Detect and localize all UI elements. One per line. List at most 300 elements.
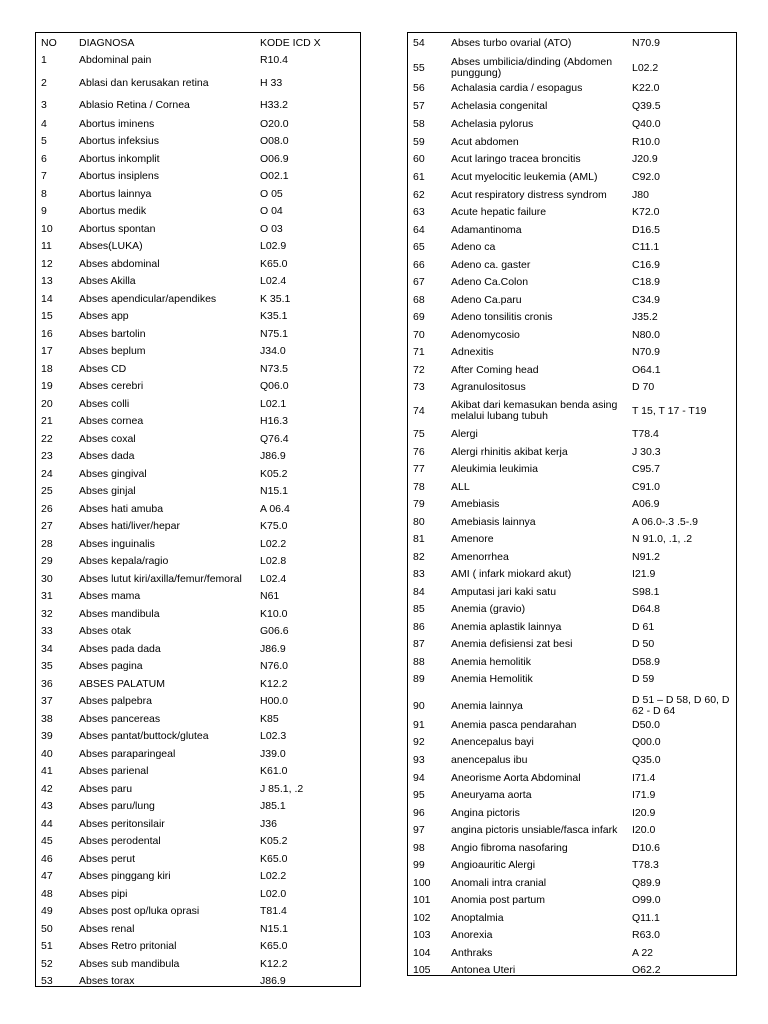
- icd-code: Q76.4: [260, 433, 289, 445]
- row-number: 41: [41, 765, 53, 777]
- row-number: 70: [413, 329, 425, 341]
- row-number: 49: [41, 905, 53, 917]
- diagnosis-name: Abses beplum: [79, 345, 146, 357]
- row-number: 35: [41, 660, 53, 672]
- diagnosis-name: Adeno Ca.Colon: [451, 276, 529, 288]
- icd-code: L02.4: [260, 573, 287, 585]
- row-number: 73: [413, 381, 425, 393]
- header-no: NO: [41, 37, 57, 49]
- row-number: 4: [41, 118, 47, 130]
- row-number: 22: [41, 433, 53, 445]
- row-number: 93: [413, 754, 425, 766]
- row-number: 76: [413, 446, 425, 458]
- icd-code: Q35.0: [632, 754, 661, 766]
- diagnosis-name: Amputasi jari kaki satu: [451, 586, 557, 598]
- diagnosis-name: Ablasio Retina / Cornea: [79, 99, 190, 111]
- row-number: 3: [41, 99, 47, 111]
- row-number: 104: [413, 947, 431, 959]
- icd-code: C34.9: [632, 294, 661, 306]
- icd-code: N80.0: [632, 329, 661, 341]
- row-number: 8: [41, 188, 47, 200]
- row-number: 89: [413, 673, 425, 685]
- diagnosis-name: Abses paru: [79, 783, 133, 795]
- icd-code: N75.1: [260, 328, 289, 340]
- diagnosis-name: Abses kepala/ragio: [79, 555, 169, 567]
- diagnosis-name: Abses abdominal: [79, 258, 160, 270]
- icd-code: J35.2: [632, 311, 658, 323]
- icd-code: D 50: [632, 638, 655, 650]
- row-number: 40: [41, 748, 53, 760]
- row-number: 44: [41, 818, 53, 830]
- row-number: 23: [41, 450, 53, 462]
- diagnosis-name: Abses umbilicia/dinding (Abdomen punggung): [451, 56, 613, 79]
- row-number: 55: [413, 61, 425, 74]
- icd-code: Q40.0: [632, 118, 661, 130]
- icd-code: N91.2: [632, 551, 661, 563]
- diagnosis-name: Abortus iminens: [79, 118, 155, 130]
- row-number: 27: [41, 520, 53, 532]
- diagnosis-name: Amebiasis lainnya: [451, 516, 536, 528]
- icd-code: L02.9: [260, 240, 287, 252]
- row-number: 100: [413, 877, 431, 889]
- icd-code: L02.2: [260, 870, 287, 882]
- diagnosis-name: Abses torax: [79, 975, 135, 987]
- row-number: 42: [41, 783, 53, 795]
- diagnosis-name: Anemia (gravio): [451, 603, 526, 615]
- row-number: 33: [41, 625, 53, 637]
- left-icd-table: [35, 32, 361, 987]
- diagnosis-name: Abses parienal: [79, 765, 149, 777]
- row-number: 57: [413, 100, 425, 112]
- icd-code: T 15, T 17 - T19: [632, 404, 707, 417]
- icd-code: I20.0: [632, 824, 656, 836]
- row-number: 95: [413, 789, 425, 801]
- icd-code: A06.9: [632, 498, 660, 510]
- icd-code: C11.1: [632, 241, 660, 253]
- icd-code: L02.0: [260, 888, 287, 900]
- row-number: 87: [413, 638, 425, 650]
- diagnosis-name: Adamantinoma: [451, 224, 522, 236]
- diagnosis-name: Anemia pasca pendarahan: [451, 719, 577, 731]
- row-number: 5: [41, 135, 47, 147]
- row-number: 26: [41, 503, 53, 515]
- icd-code: K22.0: [632, 82, 660, 94]
- row-number: 56: [413, 82, 425, 94]
- row-number: 31: [41, 590, 53, 602]
- diagnosis-name: Achelasia pylorus: [451, 118, 534, 130]
- row-number: 90: [413, 699, 425, 712]
- row-number: 9: [41, 205, 47, 217]
- icd-code: C92.0: [632, 171, 661, 183]
- row-number: 10: [41, 223, 53, 235]
- diagnosis-name: Aneorisme Aorta Abdominal: [451, 772, 581, 784]
- diagnosis-name: Abses cornea: [79, 415, 144, 427]
- row-number: 37: [41, 695, 53, 707]
- diagnosis-name: Acut laringo tracea broncitis: [451, 153, 581, 165]
- row-number: 85: [413, 603, 425, 615]
- row-number: 39: [41, 730, 53, 742]
- icd-code: O06.9: [260, 153, 289, 165]
- icd-code: K61.0: [260, 765, 288, 777]
- row-number: 63: [413, 206, 425, 218]
- icd-code: O 04: [260, 205, 283, 217]
- diagnosis-name: Angioauritic Alergi: [451, 859, 536, 871]
- icd-code: C16.9: [632, 259, 661, 271]
- diagnosis-name: Anemia lainnya: [451, 699, 523, 712]
- right-icd-table: [407, 32, 737, 976]
- diagnosis-name: Aleukimia leukimia: [451, 463, 538, 475]
- icd-code: R10.0: [632, 136, 661, 148]
- diagnosis-name: Alergi: [451, 428, 478, 440]
- icd-code: Q39.5: [632, 100, 661, 112]
- diagnosis-name: Antonea Uteri: [451, 964, 516, 976]
- diagnosis-name: Abortus inkomplit: [79, 153, 160, 165]
- diagnosis-name: Anoptalmia: [451, 912, 504, 924]
- diagnosis-name: Anomia post partum: [451, 894, 545, 906]
- row-number: 38: [41, 713, 53, 725]
- row-number: 14: [41, 293, 53, 305]
- row-number: 64: [413, 224, 425, 236]
- diagnosis-name: Abses mama: [79, 590, 141, 602]
- icd-code: N15.1: [260, 485, 289, 497]
- diagnosis-name: Abses peritonsilair: [79, 818, 165, 830]
- icd-code: O64.1: [632, 364, 661, 376]
- icd-code: O 05: [260, 188, 283, 200]
- icd-code: Q89.9: [632, 877, 661, 889]
- diagnosis-name: Ablasi dan kerusakan retina: [79, 77, 209, 89]
- row-number: 17: [41, 345, 53, 357]
- diagnosis-name: Akibat dari kemasukan benda asing melalui lubang tubuh: [451, 399, 618, 422]
- icd-code: K65.0: [260, 853, 288, 865]
- row-number: 94: [413, 772, 425, 784]
- diagnosis-name: Abses pinggang kiri: [79, 870, 171, 882]
- row-number: 28: [41, 538, 53, 550]
- row-number: 97: [413, 824, 425, 836]
- row-number: 6: [41, 153, 47, 165]
- diagnosis-name: Agranulositosus: [451, 381, 526, 393]
- diagnosis-name: Abses paraparingeal: [79, 748, 176, 760]
- diagnosis-name: ALL: [451, 481, 470, 493]
- diagnosis-name: Abses Akilla: [79, 275, 136, 287]
- diagnosis-name: Abses pancereas: [79, 713, 161, 725]
- diagnosis-name: Abortus lainnya: [79, 188, 152, 200]
- header-kode: KODE ICD X: [260, 37, 321, 49]
- row-number: 67: [413, 276, 425, 288]
- row-number: 51: [41, 940, 53, 952]
- row-number: 83: [413, 568, 425, 580]
- row-number: 101: [413, 894, 431, 906]
- icd-code: D58.9: [632, 656, 661, 668]
- icd-code: I20.9: [632, 807, 656, 819]
- diagnosis-name: Achelasia congenital: [451, 100, 548, 112]
- icd-code: Q06.0: [260, 380, 289, 392]
- icd-code: Q11.1: [632, 912, 660, 924]
- diagnosis-name: Abses pagina: [79, 660, 143, 672]
- icd-code: K12.2: [260, 958, 288, 970]
- row-number: 53: [41, 975, 53, 987]
- row-number: 58: [413, 118, 425, 130]
- diagnosis-name: Alergi rhinitis akibat kerja: [451, 446, 568, 458]
- diagnosis-name: Angina pictoris: [451, 807, 520, 819]
- diagnosis-name: Abses mandibula: [79, 608, 160, 620]
- diagnosis-name: Abses app: [79, 310, 129, 322]
- row-number: 96: [413, 807, 425, 819]
- diagnosis-name: ABSES PALATUM: [79, 678, 165, 690]
- diagnosis-name: Abses cerebri: [79, 380, 144, 392]
- icd-code: D 70: [632, 381, 655, 393]
- icd-code: J80: [632, 189, 649, 201]
- row-number: 19: [41, 380, 53, 392]
- row-number: 21: [41, 415, 53, 427]
- icd-code: J 85.1, .2: [260, 783, 304, 795]
- row-number: 82: [413, 551, 425, 563]
- icd-code: Q00.0: [632, 736, 661, 748]
- icd-code: I71.9: [632, 789, 656, 801]
- row-number: 32: [41, 608, 53, 620]
- row-number: 46: [41, 853, 53, 865]
- row-number: 54: [413, 37, 425, 49]
- diagnosis-name: Abortus spontan: [79, 223, 156, 235]
- icd-code: O20.0: [260, 118, 289, 130]
- row-number: 99: [413, 859, 425, 871]
- row-number: 98: [413, 842, 425, 854]
- icd-code: K85: [260, 713, 279, 725]
- icd-code: H16.3: [260, 415, 289, 427]
- row-number: 12: [41, 258, 53, 270]
- diagnosis-name: AMI ( infark miokard akut): [451, 568, 572, 580]
- diagnosis-name: Anemia defisiensi zat besi: [451, 638, 573, 650]
- icd-code: S98.1: [632, 586, 660, 598]
- diagnosis-name: Abses apendicular/apendikes: [79, 293, 217, 305]
- diagnosis-name: Acut respiratory distress syndrom: [451, 189, 607, 201]
- diagnosis-name: Acut myelocitic leukemia (AML): [451, 171, 598, 183]
- row-number: 52: [41, 958, 53, 970]
- diagnosis-name: Abses hati amuba: [79, 503, 164, 515]
- diagnosis-name: Anemia Hemolitik: [451, 673, 533, 685]
- icd-code: L02.1: [260, 398, 287, 410]
- row-number: 20: [41, 398, 53, 410]
- diagnosis-name: Abses CD: [79, 363, 127, 375]
- icd-code: H33.2: [260, 99, 289, 111]
- diagnosis-name: Abses otak: [79, 625, 131, 637]
- diagnosis-name: Abses palpebra: [79, 695, 152, 707]
- icd-code: H00.0: [260, 695, 289, 707]
- row-number: 80: [413, 516, 425, 528]
- row-number: 84: [413, 586, 425, 598]
- icd-code: K05.2: [260, 835, 288, 847]
- icd-code: K75.0: [260, 520, 288, 532]
- row-number: 79: [413, 498, 425, 510]
- row-number: 92: [413, 736, 425, 748]
- diagnosis-name: Abses inguinalis: [79, 538, 155, 550]
- row-number: 25: [41, 485, 53, 497]
- diagnosis-name: Anemia hemolitik: [451, 656, 531, 668]
- row-number: 62: [413, 189, 425, 201]
- icd-code: A 22: [632, 947, 654, 959]
- diagnosis-name: Abdominal pain: [79, 54, 152, 66]
- diagnosis-name: Abses pantat/buttock/glutea: [79, 730, 209, 742]
- icd-code: T78.4: [632, 428, 659, 440]
- icd-code: K65.0: [260, 258, 288, 270]
- diagnosis-name: Adeno Ca.paru: [451, 294, 522, 306]
- icd-code: K35.1: [260, 310, 288, 322]
- icd-code: J85.1: [260, 800, 286, 812]
- row-number: 7: [41, 170, 47, 182]
- diagnosis-name: Acut abdomen: [451, 136, 519, 148]
- row-number: 34: [41, 643, 53, 655]
- diagnosis-name: Abses lutut kiri/axilla/femur/femoral: [79, 573, 242, 585]
- diagnosis-name: Abses sub mandibula: [79, 958, 180, 970]
- icd-code: J 30.3: [632, 446, 661, 458]
- row-number: 88: [413, 656, 425, 668]
- diagnosis-name: Adenomycosio: [451, 329, 520, 341]
- icd-code: I71.4: [632, 772, 656, 784]
- icd-code: L02.2: [260, 538, 287, 550]
- row-number: 11: [41, 240, 52, 252]
- row-number: 45: [41, 835, 53, 847]
- icd-code: H 33: [260, 77, 283, 89]
- row-number: 2: [41, 77, 47, 89]
- row-number: 60: [413, 153, 425, 165]
- icd-code: J86.9: [260, 450, 286, 462]
- diagnosis-name: Abses perodental: [79, 835, 161, 847]
- icd-code: K72.0: [632, 206, 660, 218]
- icd-code: N76.0: [260, 660, 289, 672]
- icd-code: D10.6: [632, 842, 661, 854]
- row-number: 61: [413, 171, 425, 183]
- row-number: 43: [41, 800, 53, 812]
- row-number: 91: [413, 719, 425, 731]
- row-number: 75: [413, 428, 425, 440]
- icd-code: N61: [260, 590, 280, 602]
- icd-code: K65.0: [260, 940, 288, 952]
- row-number: 86: [413, 621, 425, 633]
- icd-code: J20.9: [632, 153, 658, 165]
- diagnosis-name: Abortus medik: [79, 205, 147, 217]
- row-number: 30: [41, 573, 53, 585]
- icd-code: O62.2: [632, 964, 661, 976]
- diagnosis-name: Adeno ca: [451, 241, 496, 253]
- diagnosis-name: Anorexia: [451, 929, 493, 941]
- diagnosis-name: Abses renal: [79, 923, 135, 935]
- diagnosis-name: Abses hati/liver/hepar: [79, 520, 180, 532]
- row-number: 77: [413, 463, 425, 475]
- icd-code: C95.7: [632, 463, 661, 475]
- row-number: 105: [413, 964, 431, 976]
- diagnosis-name: Amebiasis: [451, 498, 500, 510]
- diagnosis-name: Abses pada dada: [79, 643, 161, 655]
- icd-code: D 51 – D 58, D 60, D 62 - D 64: [632, 694, 730, 717]
- diagnosis-name: Acute hepatic failure: [451, 206, 547, 218]
- row-number: 72: [413, 364, 425, 376]
- diagnosis-name: Amenorrhea: [451, 551, 509, 563]
- icd-code: R63.0: [632, 929, 661, 941]
- diagnosis-name: Adeno ca. gaster: [451, 259, 531, 271]
- diagnosis-name: anencepalus ibu: [451, 754, 528, 766]
- row-number: 59: [413, 136, 425, 148]
- row-number: 66: [413, 259, 425, 271]
- diagnosis-name: Abses post op/luka oprasi: [79, 905, 200, 917]
- row-number: 13: [41, 275, 53, 287]
- diagnosis-name: Abses Retro pritonial: [79, 940, 177, 952]
- icd-code: C18.9: [632, 276, 661, 288]
- diagnosis-name: Abses colli: [79, 398, 130, 410]
- icd-code: N70.9: [632, 346, 661, 358]
- row-number: 48: [41, 888, 53, 900]
- icd-code: T78.3: [632, 859, 659, 871]
- icd-code: A 06.4: [260, 503, 290, 515]
- row-number: 81: [413, 533, 425, 545]
- icd-code: J39.0: [260, 748, 286, 760]
- icd-code: G06.6: [260, 625, 289, 637]
- diagnosis-name: Abses bartolin: [79, 328, 146, 340]
- icd-code: J34.0: [260, 345, 286, 357]
- icd-code: J36: [260, 818, 277, 830]
- diagnosis-name: Achalasia cardia / esopagus: [451, 82, 583, 94]
- icd-code: O99.0: [632, 894, 661, 906]
- row-number: 78: [413, 481, 425, 493]
- row-number: 47: [41, 870, 53, 882]
- row-number: 18: [41, 363, 53, 375]
- row-number: 71: [413, 346, 425, 358]
- diagnosis-name: Abses paru/lung: [79, 800, 155, 812]
- diagnosis-name: Abortus infeksius: [79, 135, 159, 147]
- diagnosis-name: Anthraks: [451, 947, 493, 959]
- icd-code: D50.0: [632, 719, 661, 731]
- icd-code: L02.4: [260, 275, 287, 287]
- diagnosis-name: After Coming head: [451, 364, 539, 376]
- icd-code: K 35.1: [260, 293, 291, 305]
- diagnosis-name: Abses ginjal: [79, 485, 136, 497]
- icd-code: L02.2: [632, 61, 659, 74]
- row-number: 16: [41, 328, 53, 340]
- icd-code: A 06.0-.3 .5-.9: [632, 516, 698, 528]
- icd-code: C91.0: [632, 481, 661, 493]
- row-number: 74: [413, 404, 425, 417]
- diagnosis-name: Amenore: [451, 533, 494, 545]
- icd-code: D 59: [632, 673, 655, 685]
- diagnosis-name: Abses(LUKA): [79, 240, 143, 252]
- icd-code: O 03: [260, 223, 283, 235]
- diagnosis-name: Anomali intra cranial: [451, 877, 547, 889]
- icd-code: N70.9: [632, 37, 661, 49]
- icd-code: J86.9: [260, 975, 286, 987]
- icd-code: T81.4: [260, 905, 287, 917]
- icd-code: O08.0: [260, 135, 289, 147]
- row-number: 69: [413, 311, 425, 323]
- diagnosis-name: Abses gingival: [79, 468, 147, 480]
- row-number: 1: [41, 54, 47, 66]
- diagnosis-name: Abortus insiplens: [79, 170, 159, 182]
- diagnosis-name: Aneuryama aorta: [451, 789, 532, 801]
- icd-code: K05.2: [260, 468, 288, 480]
- diagnosis-name: Abses perut: [79, 853, 136, 865]
- icd-code: N 91.0, .1, .2: [632, 533, 693, 545]
- row-number: 15: [41, 310, 53, 322]
- diagnosis-name: Abses dada: [79, 450, 135, 462]
- row-number: 103: [413, 929, 431, 941]
- row-number: 29: [41, 555, 53, 567]
- icd-code: J86.9: [260, 643, 286, 655]
- header-diagnosa: DIAGNOSA: [79, 37, 135, 49]
- diagnosis-name: angina pictoris unsiable/fasca infark: [451, 824, 618, 836]
- row-number: 36: [41, 678, 53, 690]
- icd-code: D 61: [632, 621, 655, 633]
- diagnosis-name: Adnexitis: [451, 346, 494, 358]
- diagnosis-name: Abses pipi: [79, 888, 128, 900]
- diagnosis-name: Adeno tonsilitis cronis: [451, 311, 553, 323]
- icd-code: L02.8: [260, 555, 287, 567]
